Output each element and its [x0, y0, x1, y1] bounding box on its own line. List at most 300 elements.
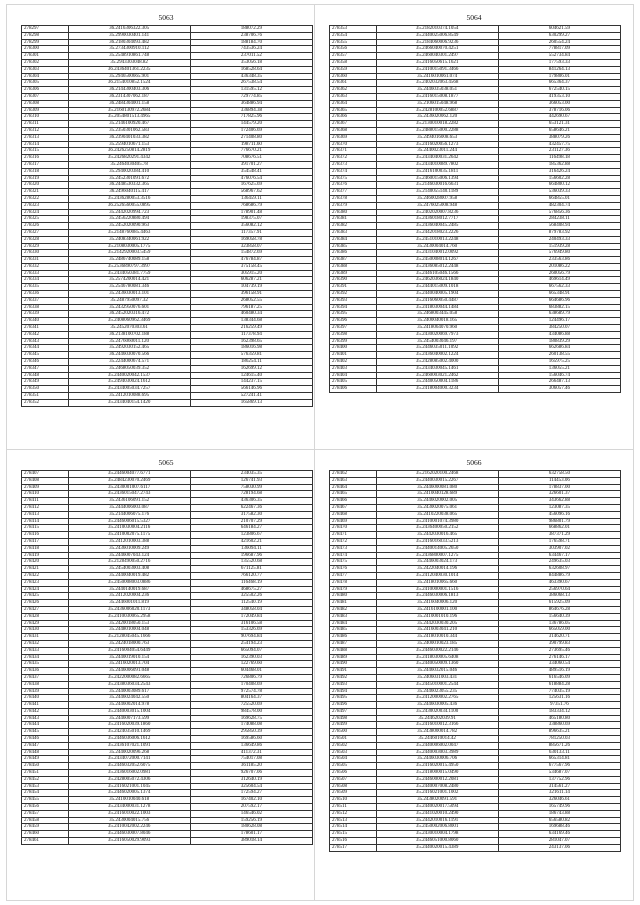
- value-cell: 167625.69: [190, 182, 312, 189]
- row-id-cell: 278366: [330, 114, 377, 121]
- value-cell: 303907.02: [498, 545, 620, 552]
- table-row: [330, 168, 621, 175]
- coordinate-cell: 35.2486740089.158: [68, 257, 190, 264]
- row-id-cell: 278481: [330, 600, 377, 607]
- row-id-cell: 278390: [330, 277, 377, 284]
- table-row: [330, 566, 621, 573]
- value-cell: 665348.91: [498, 291, 620, 298]
- table-row: [22, 352, 313, 359]
- coordinate-cell: 35.2436107021.1091: [68, 742, 190, 749]
- coordinate-cell: 35.2162020100.2468: [376, 471, 498, 478]
- table-row: [22, 668, 313, 675]
- value-cell: 172594.27: [190, 790, 312, 797]
- table-row: [22, 783, 313, 790]
- coordinate-cell: 35.2432950076.601: [68, 304, 190, 311]
- row-id-cell: 278369: [330, 134, 377, 141]
- value-cell: 926707.06: [190, 770, 312, 777]
- row-id-cell: 278322: [22, 195, 69, 202]
- coordinate-cell: 35.2446020002.005: [376, 498, 498, 505]
- table-row: [330, 39, 621, 46]
- value-cell: 630133.11: [498, 749, 620, 756]
- value-cell: 249635.03: [498, 559, 620, 566]
- value-cell: 162390.03: [190, 654, 312, 661]
- table-row: [330, 838, 621, 845]
- row-id-cell: 278517: [330, 844, 377, 851]
- value-cell: 658646.21: [498, 127, 620, 134]
- value-cell: 137752.96: [498, 776, 620, 783]
- value-cell: 314561.27: [498, 783, 620, 790]
- value-cell: 796187.25: [190, 304, 312, 311]
- table-row: [330, 32, 621, 39]
- table-row: [22, 284, 313, 291]
- table-row: [22, 26, 313, 33]
- coordinate-cell: 35.2412020004.236: [68, 593, 190, 600]
- table-row: [22, 627, 313, 634]
- row-id-cell: 278359: [330, 66, 377, 73]
- coordinate-cell: 35.2434072000.7141: [68, 756, 190, 763]
- value-cell: 243137.06: [498, 844, 620, 851]
- row-id-cell: 278435: [22, 661, 69, 668]
- row-id-cell: 278341: [22, 325, 69, 332]
- value-cell: 618884.28: [498, 681, 620, 688]
- coordinate-cell: 35.2410001074.3980: [376, 518, 498, 525]
- table-row: [22, 345, 313, 352]
- table-row: [330, 586, 621, 593]
- table-row: [22, 566, 313, 573]
- coordinate-cell: 36.2314307062.187: [68, 93, 190, 100]
- coordinate-cell: 35.2416020013.704: [68, 661, 190, 668]
- coordinate-cell: 35.2434040031.2642: [376, 155, 498, 162]
- value-cell: 159256.19: [190, 817, 312, 824]
- table-row: [330, 471, 621, 478]
- table-row: [330, 770, 621, 777]
- coordinate-cell: 35.2440050004.1186: [376, 379, 498, 386]
- table-row: [22, 640, 313, 647]
- table-row: [330, 257, 621, 264]
- coordinate-cell: 35.2146030016.6631: [376, 182, 498, 189]
- value-cell: 386068.13: [498, 593, 620, 600]
- coordinate-cell: 35.2430020069.7973: [376, 331, 498, 338]
- row-id-cell: 278441: [22, 702, 69, 709]
- coordinate-cell: 35.2440040019.482: [68, 572, 190, 579]
- table-row: [330, 545, 621, 552]
- value-cell: 665314.81: [498, 756, 620, 763]
- coordinate-cell: 35.2446105046.1566: [376, 270, 498, 277]
- value-cell: 201086.22: [498, 263, 620, 270]
- coordinate-cell: 35.2412010088.695: [68, 393, 190, 400]
- coordinate-cell: 35.2412040030.1014: [376, 572, 498, 579]
- table-row: [22, 613, 313, 620]
- table-row: [330, 202, 621, 209]
- coordinate-cell: 35.2410000001.1516: [376, 586, 498, 593]
- row-id-cell: 278362: [330, 87, 377, 94]
- value-cell: 125631.16: [498, 695, 620, 702]
- coordinate-cell: 35.2440020096.268: [68, 749, 190, 756]
- value-cell: 156046.74: [498, 372, 620, 379]
- row-id-cell: 278456: [22, 804, 69, 811]
- table-row: [330, 763, 621, 770]
- table-row: [22, 141, 313, 148]
- row-id-cell: 278311: [22, 121, 69, 128]
- coordinate-cell: 36.2144300403.306: [68, 87, 190, 94]
- coordinate-cell: 35.2402032063.4568: [376, 80, 498, 87]
- coordinate-cell: 35.2446000081.080: [376, 484, 498, 491]
- row-id-cell: 278505: [330, 763, 377, 770]
- row-id-cell: 278413: [22, 511, 69, 518]
- value-cell: 632608.97: [498, 566, 620, 573]
- table-row: [330, 182, 621, 189]
- table-row: [330, 189, 621, 196]
- row-id-cell: 278321: [22, 189, 69, 196]
- row-id-cell: 278384: [330, 236, 377, 243]
- table-row: [330, 291, 621, 298]
- coordinate-cell: 35.2418004000.3234: [376, 386, 498, 393]
- coordinate-cell: 35.2416040006.120: [376, 600, 498, 607]
- value-cell: 725520.69: [190, 702, 312, 709]
- value-cell: 124496.17: [498, 318, 620, 325]
- table-row: [330, 790, 621, 797]
- table-row: [330, 511, 621, 518]
- value-cell: 321611.14: [498, 790, 620, 797]
- table-row: [330, 634, 621, 641]
- row-id-cell: 278346: [22, 359, 69, 366]
- value-cell: 281047.07: [498, 838, 620, 845]
- coordinate-cell: 35.2460003021.2462: [376, 372, 498, 379]
- value-cell: 172049.84: [190, 613, 312, 620]
- value-cell: 864676.28: [498, 606, 620, 613]
- coordinate-cell: 35.2440050009.1360: [376, 661, 498, 668]
- table-row: [22, 155, 313, 162]
- table-row: [22, 572, 313, 579]
- value-cell: 986801.79: [498, 518, 620, 525]
- row-id-cell: 278306: [22, 87, 69, 94]
- coordinate-cell: 35.2454003003.408: [68, 566, 190, 573]
- coordinate-cell: 35.2734300910.112: [68, 46, 190, 53]
- row-id-cell: 278457: [22, 810, 69, 817]
- table-row: [22, 216, 313, 223]
- table-row: [330, 708, 621, 715]
- coordinate-cell: 35.2446007173.599: [68, 715, 190, 722]
- coordinate-cell: 35.2440003089.617: [68, 688, 190, 695]
- row-id-cell: 278434: [22, 654, 69, 661]
- row-id-cell: 278429: [22, 620, 69, 627]
- table-row: [22, 325, 313, 332]
- row-id-cell: 278368: [330, 127, 377, 134]
- row-id-cell: 278301: [22, 53, 69, 60]
- coordinate-cell: 35.2434010089.7802: [376, 161, 498, 168]
- table-row: [22, 263, 313, 270]
- value-cell: 144579.20: [190, 121, 312, 128]
- row-id-cell: 278371: [330, 148, 377, 155]
- row-id-cell: 278454: [22, 790, 69, 797]
- coordinate-cell: 35.2943303048.82: [68, 59, 190, 66]
- value-cell: 634169.46: [498, 831, 620, 838]
- value-cell: 419353.10: [498, 93, 620, 100]
- table-row: [330, 195, 621, 202]
- value-cell: 390799.83: [498, 640, 620, 647]
- row-id-cell: 278347: [22, 365, 69, 372]
- value-cell: 153326.69: [190, 627, 312, 634]
- value-cell: 566146.96: [190, 386, 312, 393]
- row-id-cell: 278489: [330, 654, 377, 661]
- row-id-cell: 278440: [22, 695, 69, 702]
- table-row: [330, 107, 621, 114]
- table-row: [22, 161, 313, 168]
- value-cell: 180839.29: [498, 338, 620, 345]
- coordinate-cell: 35.2452301091.672: [68, 175, 190, 182]
- row-id-cell: 278476: [330, 566, 377, 573]
- coordinate-cell: 35.2450002006.8001: [376, 824, 498, 831]
- row-id-cell: 278461: [22, 838, 69, 845]
- value-cell: 768686.79: [190, 202, 312, 209]
- row-id-cell: 278339: [22, 311, 69, 318]
- coordinate-cell: 36.2138100702.188: [68, 331, 190, 338]
- coordinate-cell: 35.2422000082.6665: [68, 674, 190, 681]
- row-id-cell: 278333: [22, 270, 69, 277]
- row-id-cell: 278504: [330, 756, 377, 763]
- table-row: [330, 141, 621, 148]
- row-id-cell: 278503: [330, 749, 377, 756]
- coordinate-cell: 35.2418010010.344: [376, 634, 498, 641]
- row-id-cell: 278493: [330, 681, 377, 688]
- coordinate-cell: 35.2446003024.173: [376, 559, 498, 566]
- row-id-cell: 278511: [330, 804, 377, 811]
- row-id-cell: 278438: [22, 681, 69, 688]
- value-cell: 174088.08: [190, 722, 312, 729]
- row-id-cell: 278450: [22, 763, 69, 770]
- table-row: [330, 647, 621, 654]
- table-row: [22, 114, 313, 121]
- value-cell: 665364.37: [498, 80, 620, 87]
- coordinate-cell: 35.2494016008.653: [376, 134, 498, 141]
- table-row: [22, 824, 313, 831]
- row-id-cell: 278336: [22, 291, 69, 298]
- row-id-cell: 278426: [22, 600, 69, 607]
- coordinate-cell: 35.2436006020.1173: [68, 606, 190, 613]
- row-id-cell: 278458: [22, 817, 69, 824]
- coordinate-cell: 35.2410015091.3466: [376, 66, 498, 73]
- value-cell: 717825.96: [190, 114, 312, 121]
- table-row: [330, 66, 621, 73]
- row-id-cell: 278478: [330, 579, 377, 586]
- coordinate-cell: 35.2424035010.1469: [68, 729, 190, 736]
- coordinate-cell: 35.2410040128.689: [376, 491, 498, 498]
- coordinate-cell: 35.2446036006.1612: [68, 736, 190, 743]
- value-cell: 136649.86: [190, 742, 312, 749]
- value-cell: 460480.34: [190, 311, 312, 318]
- value-cell: 260138.55: [498, 352, 620, 359]
- coordinate-cell: 35.2446032015.046: [376, 668, 498, 675]
- row-id-cell: 278424: [22, 586, 69, 593]
- table-row: [22, 175, 313, 182]
- table-row: [330, 572, 621, 579]
- coordinate-cell: 35.2410030065.2958: [68, 613, 190, 620]
- row-id-cell: 278515: [330, 831, 377, 838]
- value-cell: 178901.48: [190, 209, 312, 216]
- table-row: [330, 600, 621, 607]
- value-cell: 196687.96: [190, 552, 312, 559]
- coordinate-cell: 36.2416306322.305: [68, 26, 190, 33]
- coordinate-cell: 35.2408340061.922: [68, 236, 190, 243]
- table-row: [22, 127, 313, 134]
- table-row: [22, 331, 313, 338]
- row-id-cell: 278445: [22, 729, 69, 736]
- value-cell: 384250.07: [498, 325, 620, 332]
- coordinate-cell: 35.2440006002.0047: [376, 742, 498, 749]
- table-row: [330, 87, 621, 94]
- coordinate-cell: 35.2422040014.196: [376, 566, 498, 573]
- coordinate-cell: 35.2990030401.141: [68, 32, 190, 39]
- row-id-cell: 278428: [22, 613, 69, 620]
- coordinate-cell: 35.2440014005.2650: [376, 545, 498, 552]
- row-id-cell: 278431: [22, 634, 69, 641]
- coordinate-cell: 36.2436401361.2235: [68, 66, 190, 73]
- coordinate-cell: 35.2416010022.1003: [68, 810, 190, 817]
- row-id-cell: 278299: [22, 39, 69, 46]
- page-5063: [6, 4, 326, 456]
- value-cell: 185362.88: [498, 161, 620, 168]
- coordinate-cell: 35.2146100920.467: [68, 121, 190, 128]
- coordinate-cell: 35.2442030016.465: [376, 532, 498, 539]
- value-cell: 97351.76: [498, 702, 620, 709]
- table-row: [330, 359, 621, 366]
- value-cell: 896635.21: [498, 729, 620, 736]
- table-row: [330, 53, 621, 60]
- table-row: [22, 831, 313, 838]
- coordinate-cell: 35.2946500665.901: [68, 73, 190, 80]
- value-cell: 237011.52: [190, 53, 312, 60]
- value-cell: 316106.58: [190, 620, 312, 627]
- row-id-cell: 278513: [330, 817, 377, 824]
- coordinate-cell: 35.2460040301.2497: [376, 53, 498, 60]
- row-id-cell: 278337: [22, 297, 69, 304]
- table-row: [330, 654, 621, 661]
- coordinate-cell: 35.2410001010.196: [376, 613, 498, 620]
- table-row: [330, 223, 621, 230]
- row-id-cell: 278352: [22, 399, 69, 406]
- coordinate-cell: 35.2436010009.249: [68, 545, 190, 552]
- coordinate-cell: 35.2438020091.591: [376, 797, 498, 804]
- coordinate-cell: 35.2350301062.583: [68, 127, 190, 134]
- table-row: [22, 53, 313, 60]
- row-id-cell: 278307: [22, 93, 69, 100]
- page-title: 5065: [158, 458, 174, 467]
- coordinate-cell: 35.2144006075.176: [68, 511, 190, 518]
- table-row: [22, 586, 313, 593]
- coordinate-cell: 35.2410030004.2116: [68, 525, 190, 532]
- coordinate-cell: 35.2402020007.8236: [376, 209, 498, 216]
- row-id-cell: 278355: [330, 39, 377, 46]
- row-id-cell: 278404: [330, 372, 377, 379]
- coordinate-cell: 35.2488015000.2288: [376, 127, 498, 134]
- table-row: [330, 525, 621, 532]
- table-row: [22, 87, 313, 94]
- value-cell: 210707.29: [190, 518, 312, 525]
- coordinate-cell: 35.2430020034.1100: [376, 708, 498, 715]
- coordinate-cell: 36.2448530332.365: [68, 182, 190, 189]
- value-cell: 361185.20: [190, 763, 312, 770]
- row-id-cell: 278443: [22, 715, 69, 722]
- row-id-cell: 278298: [22, 32, 69, 39]
- coordinate-cell: 35.2416016033.5213: [376, 538, 498, 545]
- coordinate-cell: 35.2442020994.723: [68, 209, 190, 216]
- value-cell: 326601.37: [498, 491, 620, 498]
- coordinate-cell: 35.2484230070.2469: [68, 477, 190, 484]
- table-row: [22, 80, 313, 87]
- table-row: [22, 525, 313, 532]
- table-row: [330, 844, 621, 851]
- row-id-cell: 278463: [330, 477, 377, 484]
- coordinate-cell: 35.2441020010.2490: [376, 810, 498, 817]
- table-row: [22, 804, 313, 811]
- value-cell: 476784.87: [190, 257, 312, 264]
- value-cell: 476076.54: [190, 175, 312, 182]
- row-id-cell: 278474: [330, 552, 377, 559]
- row-id-cell: 278485: [330, 627, 377, 634]
- table-row: [330, 504, 621, 511]
- value-cell: 178837.00: [498, 484, 620, 491]
- table-row: [22, 559, 313, 566]
- row-id-cell: 278419: [22, 552, 69, 559]
- table-row: [330, 688, 621, 695]
- coordinate-cell: 35.2446030007.8046: [68, 831, 190, 838]
- row-id-cell: 278319: [22, 175, 69, 182]
- coordinate-cell: 35.2446001011.819: [68, 600, 190, 607]
- row-id-cell: 278512: [330, 810, 377, 817]
- value-cell: 316426.24: [498, 168, 620, 175]
- row-id-cell: 278432: [22, 640, 69, 647]
- row-id-cell: 278402: [330, 359, 377, 366]
- row-id-cell: 278358: [330, 59, 377, 66]
- row-id-cell: 278470: [330, 525, 377, 532]
- value-cell: 630299.27: [498, 32, 620, 39]
- value-cell: 122769.60: [190, 661, 312, 668]
- row-id-cell: 278343: [22, 338, 69, 345]
- value-cell: 177593.33: [498, 59, 620, 66]
- table-row: [330, 681, 621, 688]
- row-id-cell: 278317: [22, 161, 69, 168]
- value-cell: 432457.75: [498, 141, 620, 148]
- row-id-cell: 278313: [22, 134, 69, 141]
- row-id-cell: 278415: [22, 525, 69, 532]
- row-id-cell: 278446: [22, 736, 69, 743]
- coordinate-cell: 35.2546780081.346: [68, 284, 190, 291]
- table-row: [22, 634, 313, 641]
- coordinate-cell: 35.2054801513.4965: [68, 114, 190, 121]
- row-id-cell: 278351: [22, 393, 69, 400]
- coordinate-cell: 35.2436030013.101: [68, 291, 190, 298]
- row-id-cell: 278356: [330, 46, 377, 53]
- value-cell: 198375.07: [190, 216, 312, 223]
- value-cell: 375158.45: [190, 263, 312, 270]
- value-cell: 668862.01: [498, 525, 620, 532]
- table-row: [330, 345, 621, 352]
- value-cell: 389018.14: [190, 838, 312, 845]
- value-cell: 343662.88: [498, 498, 620, 505]
- table-row: [330, 722, 621, 729]
- value-cell: 348058.04: [190, 606, 312, 613]
- row-id-cell: 278330: [22, 250, 69, 257]
- row-id-cell: 278459: [22, 824, 69, 831]
- value-cell: 388079.26: [498, 134, 620, 141]
- row-id-cell: 278375: [330, 175, 377, 182]
- table-row: [22, 504, 313, 511]
- coordinate-cell: 35.2416010061.074: [376, 73, 498, 80]
- coordinate-cell: 36.2452020316.472: [68, 311, 190, 318]
- row-id-cell: 278499: [330, 722, 377, 729]
- table-row: [22, 722, 313, 729]
- coordinate-cell: 35.2438036034.2543: [68, 681, 190, 688]
